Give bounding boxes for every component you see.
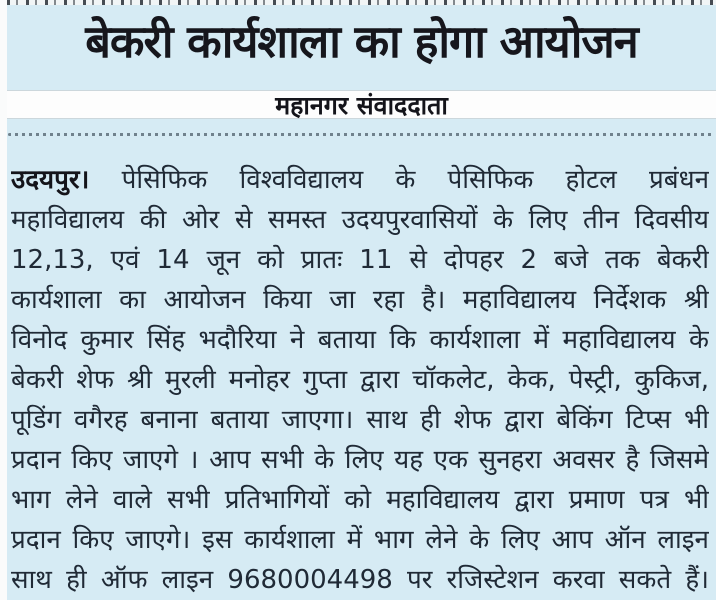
article-line-1 (11, 160, 709, 200)
dateline: उदयपुर। (11, 165, 90, 195)
article-line-8: प्रदान किए जाएगे । आप सभी के लिए यह एक सुनहरा अवसर है जिसमे (11, 445, 709, 475)
dotted-separator (8, 133, 714, 136)
article-line-6: बेकरी शेफ श्री मुरली मनोहर गुप्ता द्वारा चॉकलेट, केक, पेस्ट्री, कुकिज, (11, 365, 709, 395)
top-cut-text-remnant (7, 0, 716, 5)
article-line-2: महाविद्यालय की ओर से समस्त उदयपुरवासियों के लिए तीन दिवसीय (11, 205, 709, 235)
article-line-3: 12,13, एवं 14 जून को प्रातः 11 से दोपहर 2 बजे तक बेकरी (11, 245, 709, 275)
article-body (11, 160, 709, 600)
headline: बेकरी कार्यशाला का होगा आयोजन (85, 15, 638, 68)
article-line-1-text: पेसिफिक विश्वविद्यालय के पेसिफिक होटल प्रबंधन (121, 165, 709, 195)
byline-band (7, 90, 716, 119)
article-line-11: साथ ही ऑफ लाइन 9680004498 पर रजिस्टेशन करवा सकते हैं। (11, 565, 709, 595)
article-line-4: कार्यशाला का आयोजन किया जा रहा है। महाविद्यालय निर्देशक श्री (11, 285, 709, 315)
article-line-10: प्रदान किए जाएगे। इस कार्यशाला में भाग लेने के लिए आप ऑन लाइन (11, 525, 709, 555)
article-line-5: विनोद कुमार सिंह भदौरिया ने बताया कि कार्यशाला में महाविद्यालय के (11, 325, 709, 355)
left-paper-edge (0, 0, 7, 600)
byline: महानगर संवाददाता (275, 90, 448, 120)
article-line-7: पूडिंग वगैरह बनाना बताया जाएगा। साथ ही शेफ द्वारा बेकिंग टिप्स भी (11, 405, 709, 435)
article-line-9: भाग लेने वाले सभी प्रतिभागियों को महाविद्यालय द्वारा प्रमाण पत्र भी (11, 485, 709, 515)
